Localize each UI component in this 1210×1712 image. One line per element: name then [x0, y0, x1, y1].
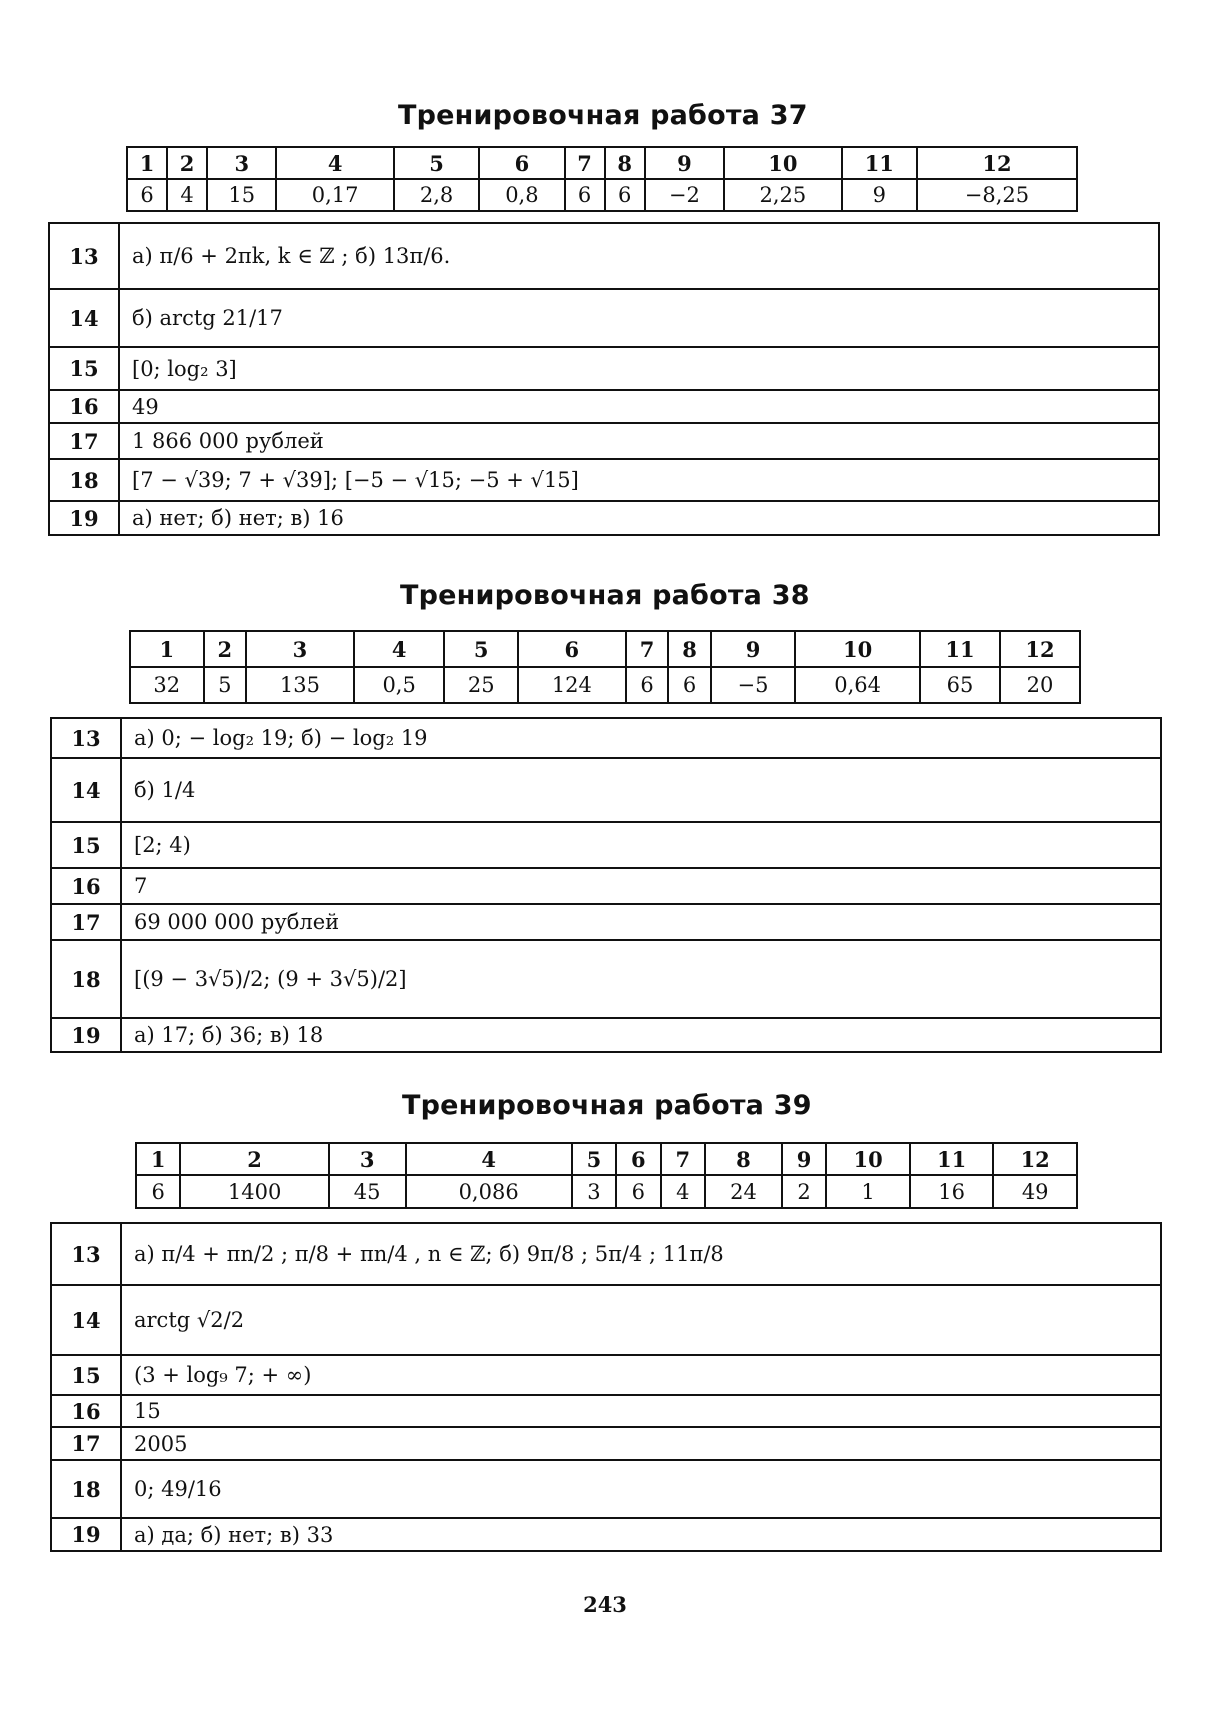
answer-cell: 20 — [1000, 667, 1080, 703]
answer-cell: [(9 − 3√5)/2; (9 + 3√5)/2] — [121, 940, 1161, 1018]
task-number: 19 — [51, 1018, 121, 1052]
answer-cell: б) arctg 21/17 — [119, 289, 1159, 347]
task-number: 12 — [993, 1143, 1077, 1175]
task-number: 18 — [49, 459, 119, 501]
answer-cell: а) π/6 + 2πk, k ∈ ℤ ; б) 13π/6. — [119, 223, 1159, 289]
short-answer-table-38 — [129, 630, 1081, 704]
answer-cell: б) 1/4 — [121, 758, 1161, 822]
answer-cell: 6 — [127, 179, 167, 211]
task-number: 6 — [518, 631, 626, 667]
task-number: 12 — [1000, 631, 1080, 667]
answer-cell: 3 — [572, 1175, 616, 1208]
task-number: 18 — [51, 1460, 121, 1518]
task-number: 10 — [795, 631, 920, 667]
answer-cell: 16 — [910, 1175, 994, 1208]
answer-cell: 135 — [246, 667, 354, 703]
answer-cell: 49 — [119, 390, 1159, 423]
answer-cell: 0,5 — [354, 667, 445, 703]
answer-cell: 45 — [329, 1175, 406, 1208]
answer-cell: [2; 4) — [121, 822, 1161, 868]
answer-cell: а) 0; − log₂ 19; б) − log₂ 19 — [121, 718, 1161, 758]
answer-cell: 6 — [136, 1175, 180, 1208]
answer-cell: 15 — [207, 179, 276, 211]
answer-cell: [7 − √39; 7 + √39]; [−5 − √15; −5 + √15] — [119, 459, 1159, 501]
section-title-39: Тренировочная работа 39 — [402, 1090, 812, 1121]
answer-cell: 1 — [826, 1175, 910, 1208]
long-answer-table-37 — [48, 222, 1160, 536]
short-answer-table-37 — [126, 146, 1078, 212]
answer-cell: 69 000 000 рублей — [121, 904, 1161, 940]
task-number: 14 — [51, 758, 121, 822]
answer-cell: 32 — [130, 667, 204, 703]
task-number: 5 — [572, 1143, 616, 1175]
answer-cell: −8,25 — [917, 179, 1077, 211]
task-number: 7 — [661, 1143, 705, 1175]
task-number: 5 — [394, 147, 479, 179]
answer-cell: 2005 — [121, 1427, 1161, 1460]
task-number: 11 — [920, 631, 1000, 667]
task-number: 8 — [705, 1143, 782, 1175]
task-number: 17 — [51, 1427, 121, 1460]
section-title-38: Тренировочная работа 38 — [400, 580, 810, 611]
answer-cell: 1400 — [180, 1175, 328, 1208]
task-number: 8 — [668, 631, 711, 667]
answer-cell: 4 — [167, 179, 207, 211]
task-number: 3 — [246, 631, 354, 667]
answer-cell: 0,64 — [795, 667, 920, 703]
answer-cell: 4 — [661, 1175, 705, 1208]
task-number: 7 — [565, 147, 605, 179]
task-number: 8 — [605, 147, 645, 179]
section-title-37: Тренировочная работа 37 — [398, 100, 808, 131]
answer-cell: 24 — [705, 1175, 782, 1208]
task-number: 15 — [49, 347, 119, 390]
task-number: 9 — [782, 1143, 826, 1175]
answer-cell: 124 — [518, 667, 626, 703]
task-number: 1 — [130, 631, 204, 667]
answer-cell: 25 — [444, 667, 518, 703]
answer-cell: arctg √2/2 — [121, 1285, 1161, 1355]
page-number: 243 — [583, 1592, 627, 1617]
task-number: 13 — [49, 223, 119, 289]
task-number: 14 — [51, 1285, 121, 1355]
answer-cell: 2,25 — [724, 179, 842, 211]
answer-cell: 2,8 — [394, 179, 479, 211]
task-number: 3 — [207, 147, 276, 179]
task-number: 2 — [167, 147, 207, 179]
long-answer-table-39 — [50, 1222, 1162, 1552]
task-number: 17 — [51, 904, 121, 940]
task-number: 10 — [826, 1143, 910, 1175]
answer-cell: 15 — [121, 1395, 1161, 1427]
task-number: 2 — [204, 631, 247, 667]
task-number: 15 — [51, 822, 121, 868]
answer-cell: 5 — [204, 667, 247, 703]
short-answer-table-39 — [135, 1142, 1078, 1209]
answer-cell: 0,086 — [406, 1175, 572, 1208]
answer-cell: [0; log₂ 3] — [119, 347, 1159, 390]
task-number: 4 — [406, 1143, 572, 1175]
task-number: 9 — [711, 631, 795, 667]
answer-cell: (3 + log₉ 7; + ∞) — [121, 1355, 1161, 1395]
task-number: 10 — [724, 147, 842, 179]
task-number: 7 — [626, 631, 669, 667]
task-number: 4 — [276, 147, 394, 179]
task-number: 12 — [917, 147, 1077, 179]
answer-cell: а) π/4 + πn/2 ; π/8 + πn/4 , n ∈ ℤ; б) 9π/8 ; 5π/4 ; 11π/8 — [121, 1223, 1161, 1285]
answer-cell: а) да; б) нет; в) 33 — [121, 1518, 1161, 1551]
answer-cell: а) 17; б) 36; в) 18 — [121, 1018, 1161, 1052]
task-number: 16 — [49, 390, 119, 423]
answer-cell: 6 — [605, 179, 645, 211]
task-number: 4 — [354, 631, 445, 667]
task-number: 1 — [127, 147, 167, 179]
task-number: 18 — [51, 940, 121, 1018]
answer-cell: 49 — [993, 1175, 1077, 1208]
task-number: 11 — [842, 147, 917, 179]
answer-cell: 6 — [565, 179, 605, 211]
task-number: 6 — [479, 147, 564, 179]
task-number: 17 — [49, 423, 119, 459]
task-number: 1 — [136, 1143, 180, 1175]
task-number: 16 — [51, 1395, 121, 1427]
task-number: 16 — [51, 868, 121, 904]
answer-cell: 2 — [782, 1175, 826, 1208]
task-number: 14 — [49, 289, 119, 347]
task-number: 19 — [51, 1518, 121, 1551]
answer-cell: а) нет; б) нет; в) 16 — [119, 501, 1159, 535]
answer-cell: 65 — [920, 667, 1000, 703]
task-number: 2 — [180, 1143, 328, 1175]
answer-cell: 6 — [626, 667, 669, 703]
task-number: 11 — [910, 1143, 994, 1175]
task-number: 13 — [51, 1223, 121, 1285]
answer-cell: 6 — [616, 1175, 660, 1208]
task-number: 9 — [645, 147, 724, 179]
task-number: 15 — [51, 1355, 121, 1395]
answer-cell: −2 — [645, 179, 724, 211]
answer-cell: −5 — [711, 667, 795, 703]
answer-cell: 0,17 — [276, 179, 394, 211]
answer-cell: 0; 49/16 — [121, 1460, 1161, 1518]
answer-cell: 9 — [842, 179, 917, 211]
answer-cell: 1 866 000 рублей — [119, 423, 1159, 459]
task-number: 5 — [444, 631, 518, 667]
answer-cell: 0,8 — [479, 179, 564, 211]
long-answer-table-38 — [50, 717, 1162, 1053]
task-number: 6 — [616, 1143, 660, 1175]
task-number: 19 — [49, 501, 119, 535]
answer-cell: 6 — [668, 667, 711, 703]
task-number: 13 — [51, 718, 121, 758]
task-number: 3 — [329, 1143, 406, 1175]
answer-cell: 7 — [121, 868, 1161, 904]
